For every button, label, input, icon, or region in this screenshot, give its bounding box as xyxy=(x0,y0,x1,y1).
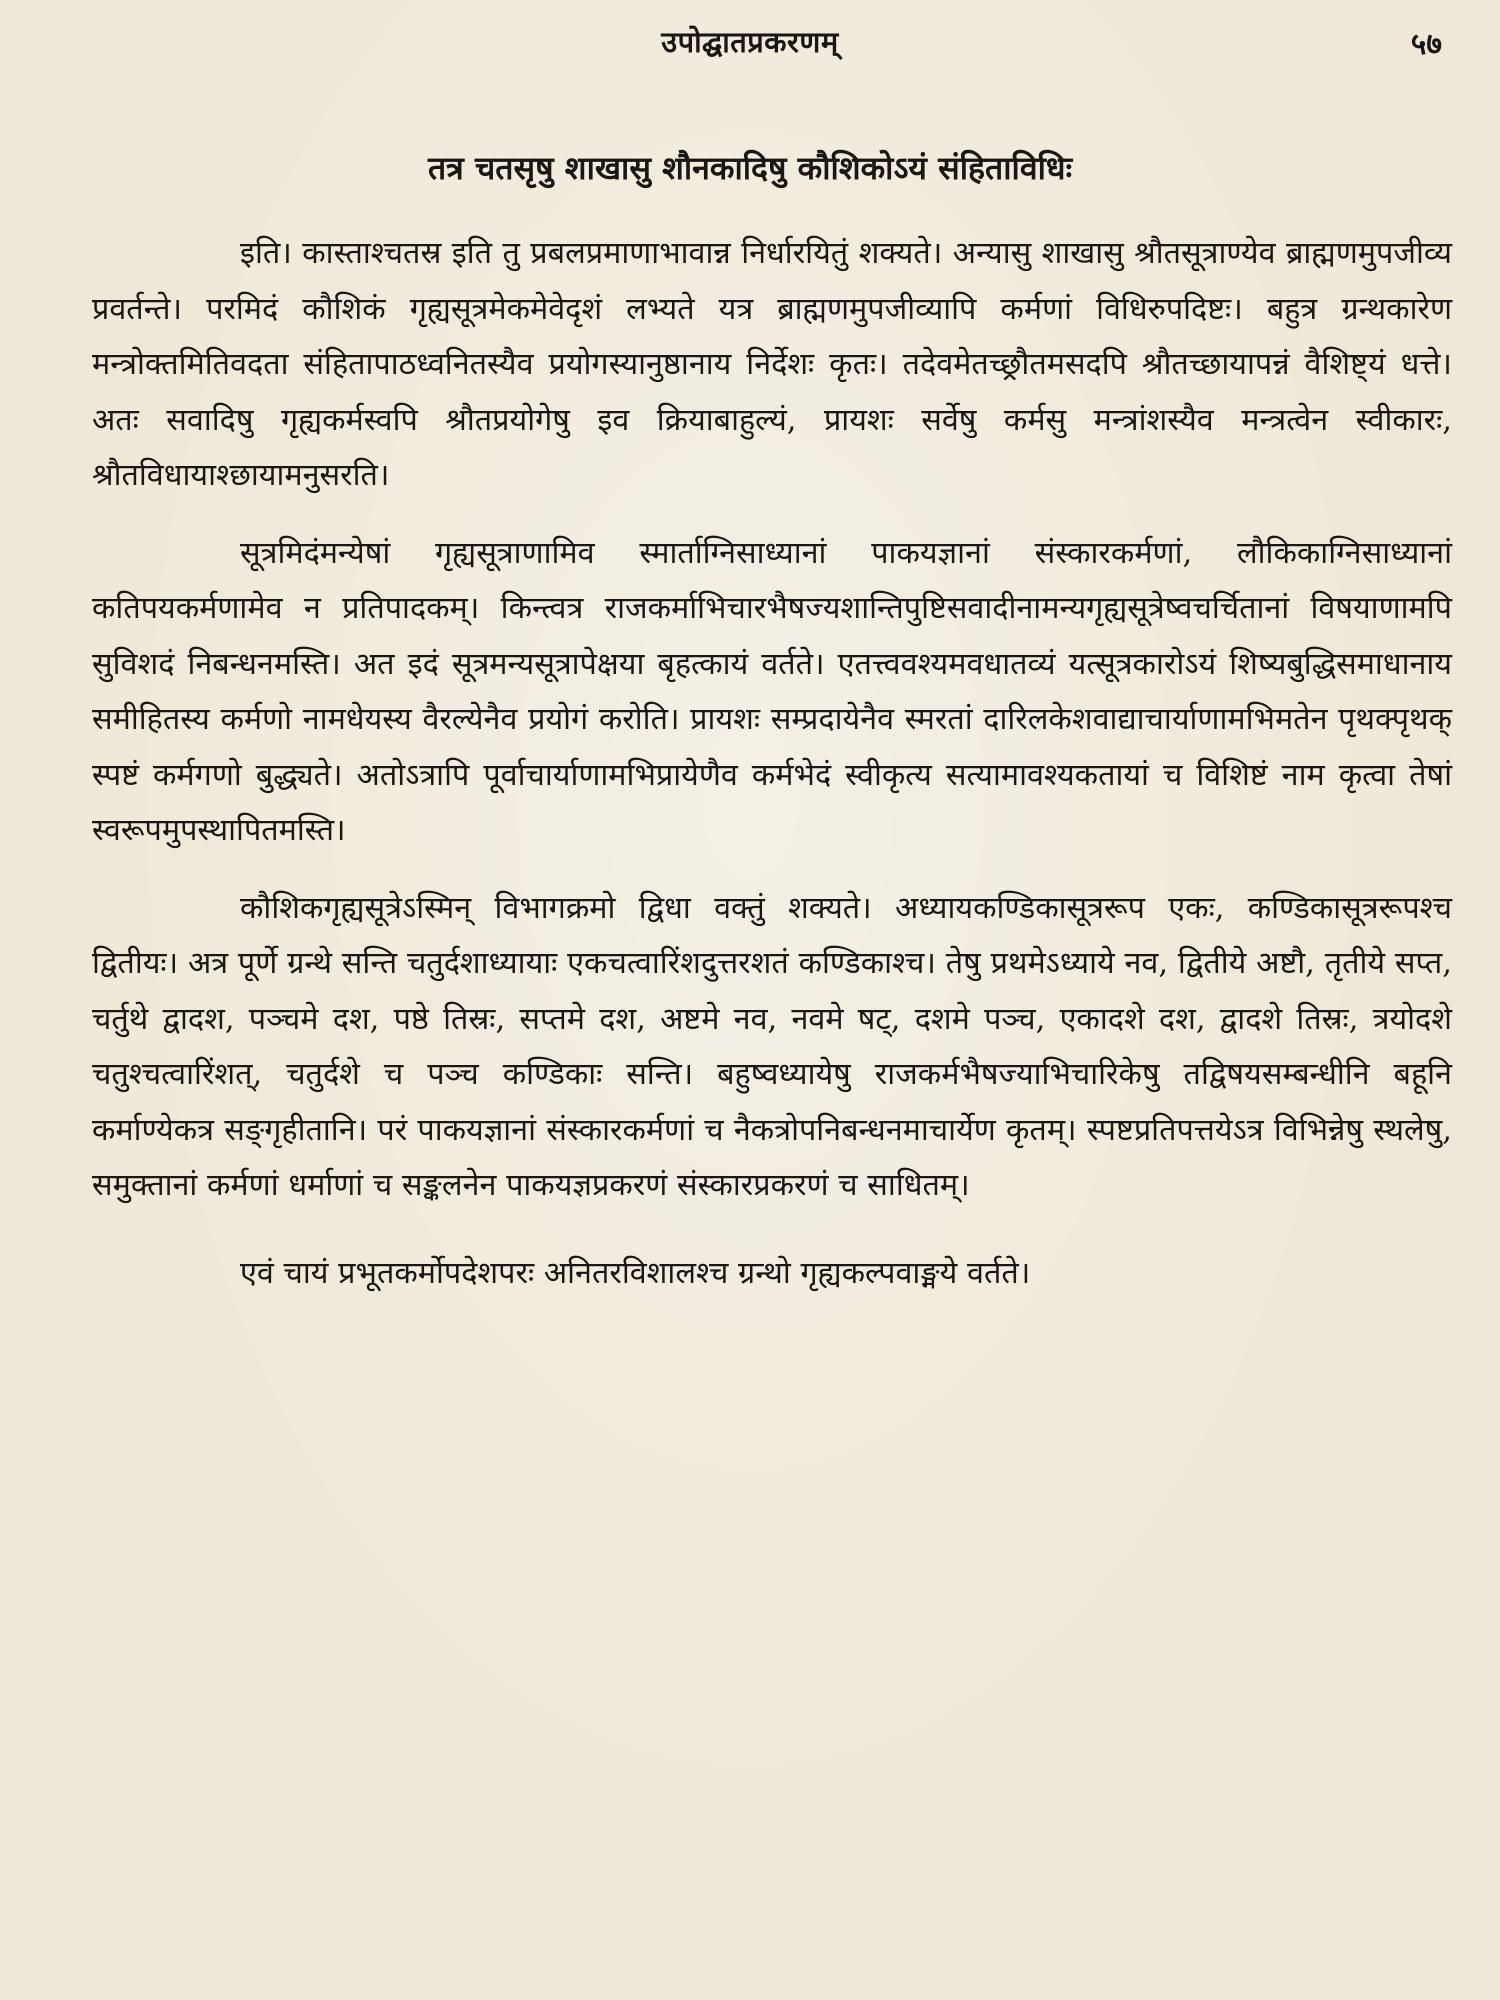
paragraph-4: एवं चायं प्रभूतकर्मोपदेशपरः अनितरविशालश्च ग्रन्थो गृह्यकल्पवाङ्मये वर्तते। xyxy=(240,1255,1031,1291)
paragraph-1: इति। कास्ताश्चतस्र इति तु प्रबलप्रमाणाभावान्न निर्धारयितुं शक्यते। अन्यासु शाखासु श्रौतसूत्राण्येव ब्राह्मणमुपजीव्य प्रवर्तन्ते। परमिदं कौशिकं गृह्यसूत्रमेकमेवेदृशं लभ्यते यत्र ब्राह्मणमुपजीव्यापि कर्मणां विधिरुपदिष्टः। बहुत्र ग्रन्थकारेण मन्त्रोक्तमितिवदता संहितापाठध्वनितस्यैव प्रयोगस्यानुष्ठानाय निर्देशः कृतः। तदेवमेतच्छ्रौतमसदपि श्रौतच्छायापन्नं वैशिष्ट्यं धत्ते। अतः सवादिषु गृह्यकर्मस्वपि श्रौतप्रयोगेषु इव क्रियाबाहुल्यं, प्रायशः सर्वेषु कर्मसु मन्त्रांशस्यैव मन्त्रत्वेन स्वीकारः, श्रौतविधायाश्छायामनुसरति। xyxy=(92,236,1452,493)
paragraph-3: कौशिकगृह्यसूत्रेऽस्मिन् विभागक्रमो द्विधा वक्तुं शक्यते। अध्यायकण्डिकासूत्ररूप एकः, कण्डिकासूत्ररूपश्च द्वितीयः। अत्र पूर्णे ग्रन्थे सन्ति चतुर्दशाध्यायाः एकचत्वारिंशदुत्तरशतं कण्डिकाश्च। तेषु प्रथमेऽध्याये नव, द्वितीये अष्टौ, तृतीये सप्त, चर्तुथे द्वादश, पञ्चमे दश, पष्ठे तिस्रः, सप्तमे दश, अष्टमे नव, नवमे षट्, दशमे पञ्च, एकादशे दश, द्वादशे तिस्रः, त्रयोदशे चतुश्चत्वारिंशत्, चतुर्दशे च पञ्च कण्डिकाः सन्ति। बहुष्वध्यायेषु राजकर्मभैषज्याभिचारिकेषु तद्विषयसम्बन्धीनि बहूनि कर्माण्येकत्र सङ्गृहीतानि। परं पाकयज्ञानां संस्कारकर्मणां च नैकत्रोपनिबन्धनमाचार्येण कृतम्। स्पष्टप्रतिपत्तयेऽत्र विभिन्नेषु स्थलेषु, समुक्तानां कर्मणां धर्माणां च सङ्कलनेन पाकयज्ञप्रकरणं संस्कारप्रकरणं च साधितम्। xyxy=(92,890,1452,1203)
section-heading: तत्र चतसृषु शाखासु शौनकादिषु कौशिकोऽयं संहिताविधिः xyxy=(427,149,1073,187)
page-number: ५७ xyxy=(1410,27,1442,62)
running-title: उपोद्घातप्रकरणम् xyxy=(661,25,839,59)
running-header xyxy=(0,22,1500,62)
paragraph-2: सूत्रमिदंमन्येषां गृह्यसूत्राणामिव स्मार्ताग्निसाध्यानां पाकयज्ञानां संस्कारकर्मणां, लौकिकाग्निसाध्यानां कतिपयकर्मणामेव न प्रतिपादकम्। किन्त्वत्र राजकर्माभिचारभैषज्यशान्तिपुष्टिसवादीनामन्यगृह्यसूत्रेष्वचर्चितानां विषयाणामपि सुविशदं निबन्धनमस्ति। अत इदं सूत्रमन्यसूत्रापेक्षया बृहत्कायं वर्तते। एतत्त्ववश्यमवधातव्यं यत्सूत्रकारोऽयं शिष्यबुद्धिसमाधानाय समीहितस्य कर्मणो नामधेयस्य वैरल्येनैव प्रयोगं करोति। प्रायशः सम्प्रदायेनैव स्मरतां दारिलकेशवाद्याचार्याणामभिमतेन पृथक्पृथक् स्पष्टं कर्मगणो बुद्ध्यते। अतोऽत्रापि पूर्वाचार्याणामभिप्रायेणैव कर्मभेदं स्वीकृत्य सत्यामावश्यकतायां च विशिष्टं नाम कृत्वा तेषां स्वरूपमुपस्थापितमस्ति। xyxy=(92,535,1452,848)
body-text xyxy=(92,226,1452,1301)
